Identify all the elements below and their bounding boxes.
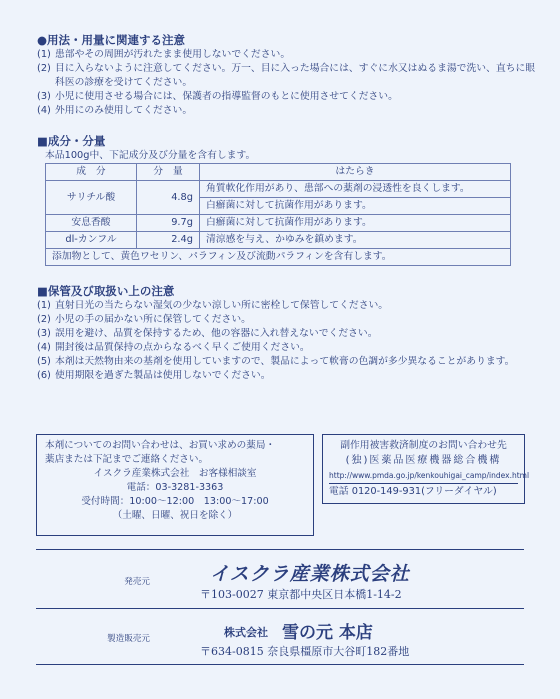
table-row — [46, 232, 511, 249]
relief-org: (独)医薬品医療機器総合機構 — [345, 455, 502, 466]
storage-item: (5) 本剤は天然物由来の基剤を使用していますので、製品によって軟膏の色調が多少異なることがあります。 — [37, 356, 515, 367]
ingredients-title: ■成分・分量 — [37, 134, 106, 148]
storage-section — [37, 283, 537, 383]
inquiry-box — [36, 434, 314, 536]
inquiry-dept: イスクラ産業株式会社 お客様相談室 — [93, 468, 257, 479]
ingredient-name: dl-カンフル — [46, 232, 137, 249]
ingredients-intro: 本品100g中、下記成分及び分量を含有します。 — [45, 150, 256, 161]
relief-title: 副作用被害救済制度のお問い合わせ先 — [340, 440, 507, 451]
relief-url[interactable]: http://www.pmda.go.jp/kenkouhigai_camp/index.html — [329, 470, 518, 484]
storage-item: (4) 開封後は品質保持の点からなるべく早くご使用ください。 — [37, 342, 310, 353]
inquiry-phone: 電話：03-3281-3363 — [126, 482, 224, 493]
ingredient-effect: 角質軟化作用があり、患部への薬剤の浸透性を良くします。 — [200, 181, 511, 198]
table-row — [46, 181, 511, 198]
storage-item: (3) 誤用を避け、品質を保持するため、他の容器に入れ替えないでください。 — [37, 328, 378, 339]
manufacturer-label: 製造販売元 — [107, 634, 150, 644]
storage-item: (1) 直射日光の当たらない湿気の少ない涼しい所に密栓して保管してください。 — [37, 300, 389, 311]
relief-box — [322, 434, 530, 504]
ingredient-effect: 白癬菌に対して抗菌作用があります。 — [200, 215, 511, 232]
divider — [36, 664, 524, 665]
manufacturer-prefix: 株式会社 — [224, 626, 268, 639]
distributor-name: イスクラ産業株式会社 — [210, 563, 410, 585]
divider — [36, 608, 524, 609]
ingredient-amount: 4.8g — [137, 181, 200, 215]
inquiry-line: 薬店または下記までご連絡ください。 — [45, 454, 209, 465]
header-cell: はたらき — [200, 164, 511, 181]
distributor-address: 〒103-0027 東京都中央区日本橋1-14-2 — [200, 588, 402, 601]
table-header-row — [46, 164, 511, 181]
usage-item: (3) 小児に使用させる場合には、保護者の指導監督のもとに使用させてください。 — [37, 91, 398, 102]
ingredients-table — [45, 163, 511, 266]
usage-item: (4) 外用にのみ使用してください。 — [37, 105, 193, 116]
inquiry-closed: （土曜、日曜、祝日を除く） — [112, 510, 238, 521]
usage-title: ●用法・用量に関連する注意 — [37, 33, 186, 47]
storage-item: (6) 使用期限を過ぎた製品は使用しないでください。 — [37, 370, 271, 381]
table-row — [46, 215, 511, 232]
distributor-label: 発売元 — [124, 577, 150, 587]
ingredient-amount: 2.4g — [137, 232, 200, 249]
ingredient-name: サリチル酸 — [46, 181, 137, 215]
table-row — [46, 249, 511, 266]
header-cell: 分 量 — [137, 164, 200, 181]
ingredient-effect: 白癬菌に対して抗菌作用があります。 — [200, 198, 511, 215]
divider — [36, 549, 524, 550]
storage-item: (2) 小児の手の届かない所に保管してください。 — [37, 314, 251, 325]
relief-phone: 電話 0120-149-931(フリーダイヤル) — [329, 486, 497, 497]
ingredient-effect: 清涼感を与え、かゆみを鎮めます。 — [200, 232, 511, 249]
ingredients-section — [37, 133, 537, 266]
additives-note: 添加物として、黄色ワセリン、パラフィン及び流動パラフィンを含有します。 — [46, 249, 511, 266]
header-cell: 成 分 — [46, 164, 137, 181]
storage-title: ■保管及び取扱い上の注意 — [37, 284, 175, 298]
ingredient-name: 安息香酸 — [46, 215, 137, 232]
usage-section — [37, 32, 537, 118]
inquiry-hours: 受付時間：10:00～12:00 13:00～17:00 — [81, 496, 269, 507]
manufacturer-name: 雪の元 本店 — [282, 623, 373, 643]
inquiry-line: 本剤についてのお問い合わせは、お買い求めの薬局・ — [45, 440, 276, 451]
manufacturer-address: 〒634-0815 奈良県橿原市大谷町182番地 — [200, 645, 410, 658]
usage-item: (2) 目に入らないように注意してください。万一、目に入った場合には、すぐに水又はぬるま湯で洗い、直ちに眼科医の診療を受けてください。 — [37, 63, 536, 88]
usage-item: (1) 患部やその周囲が汚れたまま使用しないでください。 — [37, 49, 291, 60]
ingredient-amount: 9.7g — [137, 215, 200, 232]
